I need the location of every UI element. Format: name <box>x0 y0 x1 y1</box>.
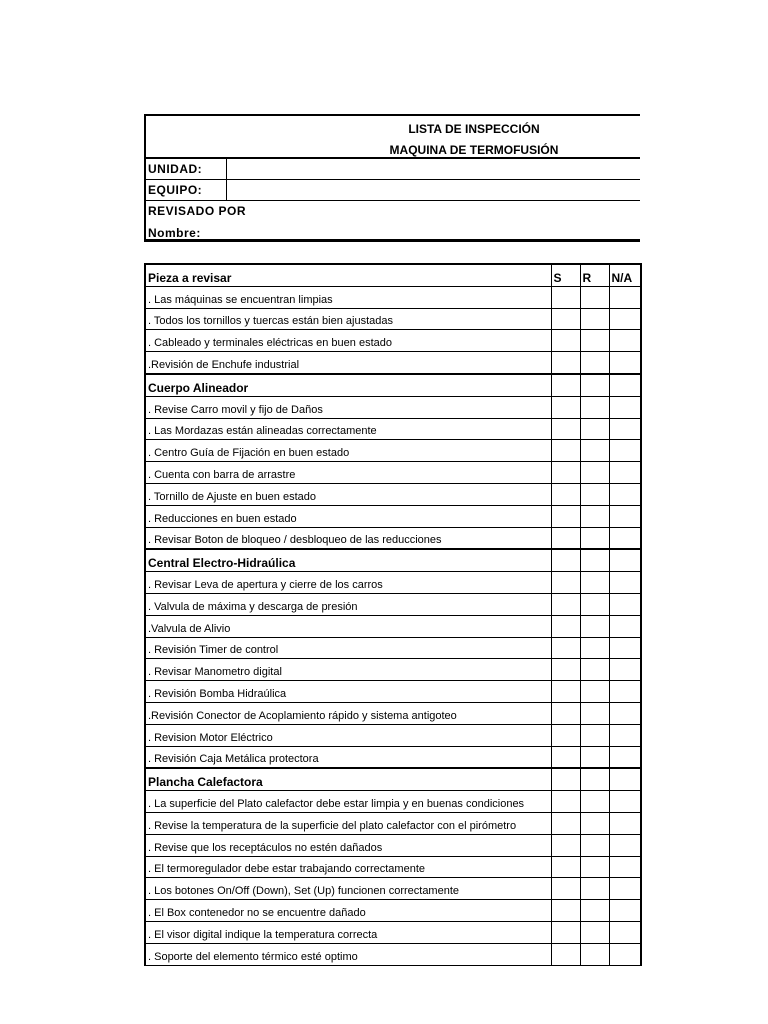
section-title: Cuerpo Alineador <box>145 374 551 396</box>
check-cell-na[interactable] <box>609 615 641 637</box>
column-header: R <box>580 264 609 286</box>
column-header: N/A <box>609 264 641 286</box>
document-title: LISTA DE INSPECCIÓN <box>408 122 540 136</box>
table-row <box>145 637 641 659</box>
check-cell-r[interactable] <box>580 330 609 352</box>
item-label: . Valvula de máxima y descarga de presión <box>145 593 551 615</box>
check-cell-s[interactable] <box>551 791 580 813</box>
check-cell-r[interactable] <box>580 900 609 922</box>
item-label: . Revise la temperatura de la superficie del plato calefactor con el pirómetro <box>145 812 551 834</box>
equipo-label: EQUIPO: <box>148 183 203 197</box>
check-cell-s[interactable] <box>551 900 580 922</box>
check-cell-r[interactable] <box>580 374 609 396</box>
divider <box>146 157 640 159</box>
check-cell-s[interactable] <box>551 440 580 462</box>
inspection-header <box>144 114 640 242</box>
checklist-table <box>144 263 642 966</box>
document-subtitle: MAQUINA DE TERMOFUSIÓN <box>389 143 559 157</box>
item-label: . Cableado y terminales eléctricas en buen estado <box>145 330 551 352</box>
item-label: . Revisar Manometro digital <box>145 659 551 681</box>
check-cell-r[interactable] <box>580 746 609 768</box>
check-cell-r[interactable] <box>580 943 609 965</box>
check-cell-r[interactable] <box>580 659 609 681</box>
check-cell-s[interactable] <box>551 483 580 505</box>
check-cell-s[interactable] <box>551 615 580 637</box>
item-label: . Revisión Timer de control <box>145 637 551 659</box>
check-cell-r[interactable] <box>580 768 609 790</box>
check-cell-r[interactable] <box>580 878 609 900</box>
divider <box>146 179 640 180</box>
check-cell-r[interactable] <box>580 440 609 462</box>
check-cell-na[interactable] <box>609 505 641 527</box>
check-cell-na[interactable] <box>609 637 641 659</box>
check-cell-s[interactable] <box>551 462 580 484</box>
check-cell-s[interactable] <box>551 593 580 615</box>
check-cell-s[interactable] <box>551 286 580 308</box>
item-label: . Revisión Caja Metálica protectora <box>145 746 551 768</box>
check-cell-na[interactable] <box>609 834 641 856</box>
revisado-label: REVISADO POR <box>148 204 247 218</box>
check-cell-r[interactable] <box>580 483 609 505</box>
check-cell-na[interactable] <box>609 659 641 681</box>
table-row <box>145 418 641 440</box>
nombre-label: Nombre: <box>148 226 201 240</box>
check-cell-na[interactable] <box>609 549 641 571</box>
table-row <box>145 791 641 813</box>
item-label: . Las Mordazas están alineadas correctamente <box>145 418 551 440</box>
divider <box>146 200 640 201</box>
table-header-row <box>145 264 641 286</box>
check-cell-s[interactable] <box>551 330 580 352</box>
table-row <box>145 593 641 615</box>
check-cell-s[interactable] <box>551 505 580 527</box>
section-title: Central Electro-Hidraúlica <box>145 549 551 571</box>
table-row <box>145 308 641 330</box>
item-label: . Revise que los receptáculos no estén dañados <box>145 834 551 856</box>
check-cell-na[interactable] <box>609 921 641 943</box>
item-label: . Revisión Bomba Hidraúlica <box>145 681 551 703</box>
table-row <box>145 856 641 878</box>
item-label: . Revisar Leva de apertura y cierre de los carros <box>145 572 551 594</box>
check-cell-r[interactable] <box>580 593 609 615</box>
item-label: .Valvula de Alivio <box>145 615 551 637</box>
check-cell-s[interactable] <box>551 352 580 374</box>
check-cell-na[interactable] <box>609 462 641 484</box>
check-cell-na[interactable] <box>609 593 641 615</box>
check-cell-s[interactable] <box>551 659 580 681</box>
table-row <box>145 834 641 856</box>
check-cell-r[interactable] <box>580 286 609 308</box>
unidad-label: UNIDAD: <box>148 162 203 176</box>
item-label: . Revision Motor Eléctrico <box>145 724 551 746</box>
item-label: . El termoregulador debe estar trabajando correctamente <box>145 856 551 878</box>
check-cell-s[interactable] <box>551 878 580 900</box>
check-cell-s[interactable] <box>551 768 580 790</box>
item-label: . Soporte del elemento térmico esté optimo <box>145 943 551 965</box>
item-label: . Cuenta con barra de arrastre <box>145 462 551 484</box>
table-row <box>145 681 641 703</box>
table-row <box>145 286 641 308</box>
check-cell-s[interactable] <box>551 374 580 396</box>
table-row <box>145 352 641 374</box>
item-label: .Revisión de Enchufe industrial <box>145 352 551 374</box>
check-cell-s[interactable] <box>551 527 580 549</box>
section-row <box>145 549 641 571</box>
column-header: S <box>551 264 580 286</box>
section-row <box>145 768 641 790</box>
item-label: . Los botones On/Off (Down), Set (Up) funcionen correctamente <box>145 878 551 900</box>
check-cell-na[interactable] <box>609 856 641 878</box>
table-row <box>145 812 641 834</box>
check-cell-r[interactable] <box>580 572 609 594</box>
check-cell-r[interactable] <box>580 921 609 943</box>
check-cell-s[interactable] <box>551 921 580 943</box>
check-cell-na[interactable] <box>609 702 641 724</box>
check-cell-r[interactable] <box>580 681 609 703</box>
check-cell-na[interactable] <box>609 440 641 462</box>
check-cell-s[interactable] <box>551 396 580 418</box>
check-cell-s[interactable] <box>551 681 580 703</box>
check-cell-na[interactable] <box>609 572 641 594</box>
check-cell-r[interactable] <box>580 352 609 374</box>
table-row <box>145 724 641 746</box>
check-cell-na[interactable] <box>609 746 641 768</box>
table-row <box>145 878 641 900</box>
item-label: . Revisar Boton de bloqueo / desbloqueo de las reducciones <box>145 527 551 549</box>
check-cell-r[interactable] <box>580 856 609 878</box>
check-cell-r[interactable] <box>580 834 609 856</box>
table-row <box>145 615 641 637</box>
column-header: Pieza a revisar <box>145 264 551 286</box>
check-cell-r[interactable] <box>580 396 609 418</box>
check-cell-na[interactable] <box>609 943 641 965</box>
check-cell-s[interactable] <box>551 549 580 571</box>
check-cell-s[interactable] <box>551 834 580 856</box>
check-cell-na[interactable] <box>609 396 641 418</box>
item-label: . Revise Carro movil y fijo de Daños <box>145 396 551 418</box>
table-row <box>145 702 641 724</box>
table-row <box>145 900 641 922</box>
check-cell-r[interactable] <box>580 724 609 746</box>
table-row <box>145 330 641 352</box>
table-row <box>145 396 641 418</box>
table-row <box>145 659 641 681</box>
check-cell-s[interactable] <box>551 637 580 659</box>
check-cell-s[interactable] <box>551 856 580 878</box>
check-cell-na[interactable] <box>609 812 641 834</box>
check-cell-s[interactable] <box>551 943 580 965</box>
item-label: . Las máquinas se encuentran limpias <box>145 286 551 308</box>
check-cell-s[interactable] <box>551 702 580 724</box>
check-cell-na[interactable] <box>609 374 641 396</box>
check-cell-na[interactable] <box>609 768 641 790</box>
table-row <box>145 746 641 768</box>
check-cell-na[interactable] <box>609 724 641 746</box>
check-cell-s[interactable] <box>551 724 580 746</box>
check-cell-r[interactable] <box>580 615 609 637</box>
table-row <box>145 527 641 549</box>
field-divider <box>226 158 227 200</box>
check-cell-na[interactable] <box>609 330 641 352</box>
item-label: . Tornillo de Ajuste en buen estado <box>145 483 551 505</box>
check-cell-na[interactable] <box>609 791 641 813</box>
item-label: . Reducciones en buen estado <box>145 505 551 527</box>
check-cell-r[interactable] <box>580 637 609 659</box>
check-cell-r[interactable] <box>580 462 609 484</box>
check-cell-na[interactable] <box>609 352 641 374</box>
check-cell-s[interactable] <box>551 746 580 768</box>
table-row <box>145 943 641 965</box>
check-cell-r[interactable] <box>580 702 609 724</box>
table-row <box>145 572 641 594</box>
check-cell-r[interactable] <box>580 505 609 527</box>
check-cell-r[interactable] <box>580 812 609 834</box>
table-row <box>145 440 641 462</box>
check-cell-r[interactable] <box>580 308 609 330</box>
check-cell-s[interactable] <box>551 418 580 440</box>
item-label: . La superficie del Plato calefactor debe estar limpia y en buenas condiciones <box>145 791 551 813</box>
table-row <box>145 921 641 943</box>
item-label: . El visor digital indique la temperatura correcta <box>145 921 551 943</box>
check-cell-na[interactable] <box>609 527 641 549</box>
section-row <box>145 374 641 396</box>
check-cell-na[interactable] <box>609 900 641 922</box>
item-label: . El Box contenedor no se encuentre dañado <box>145 900 551 922</box>
item-label: . Todos los tornillos y tuercas están bien ajustadas <box>145 308 551 330</box>
check-cell-na[interactable] <box>609 681 641 703</box>
check-cell-na[interactable] <box>609 308 641 330</box>
check-cell-s[interactable] <box>551 308 580 330</box>
check-cell-na[interactable] <box>609 286 641 308</box>
check-cell-r[interactable] <box>580 549 609 571</box>
table-row <box>145 462 641 484</box>
check-cell-na[interactable] <box>609 418 641 440</box>
check-cell-s[interactable] <box>551 812 580 834</box>
check-cell-r[interactable] <box>580 418 609 440</box>
check-cell-r[interactable] <box>580 791 609 813</box>
check-cell-r[interactable] <box>580 527 609 549</box>
check-cell-s[interactable] <box>551 572 580 594</box>
item-label: .Revisión Conector de Acoplamiento rápido y sistema antigoteo <box>145 702 551 724</box>
table-row <box>145 505 641 527</box>
item-label: . Centro Guía de Fijación en buen estado <box>145 440 551 462</box>
check-cell-na[interactable] <box>609 878 641 900</box>
check-cell-na[interactable] <box>609 483 641 505</box>
table-row <box>145 483 641 505</box>
section-title: Plancha Calefactora <box>145 768 551 790</box>
